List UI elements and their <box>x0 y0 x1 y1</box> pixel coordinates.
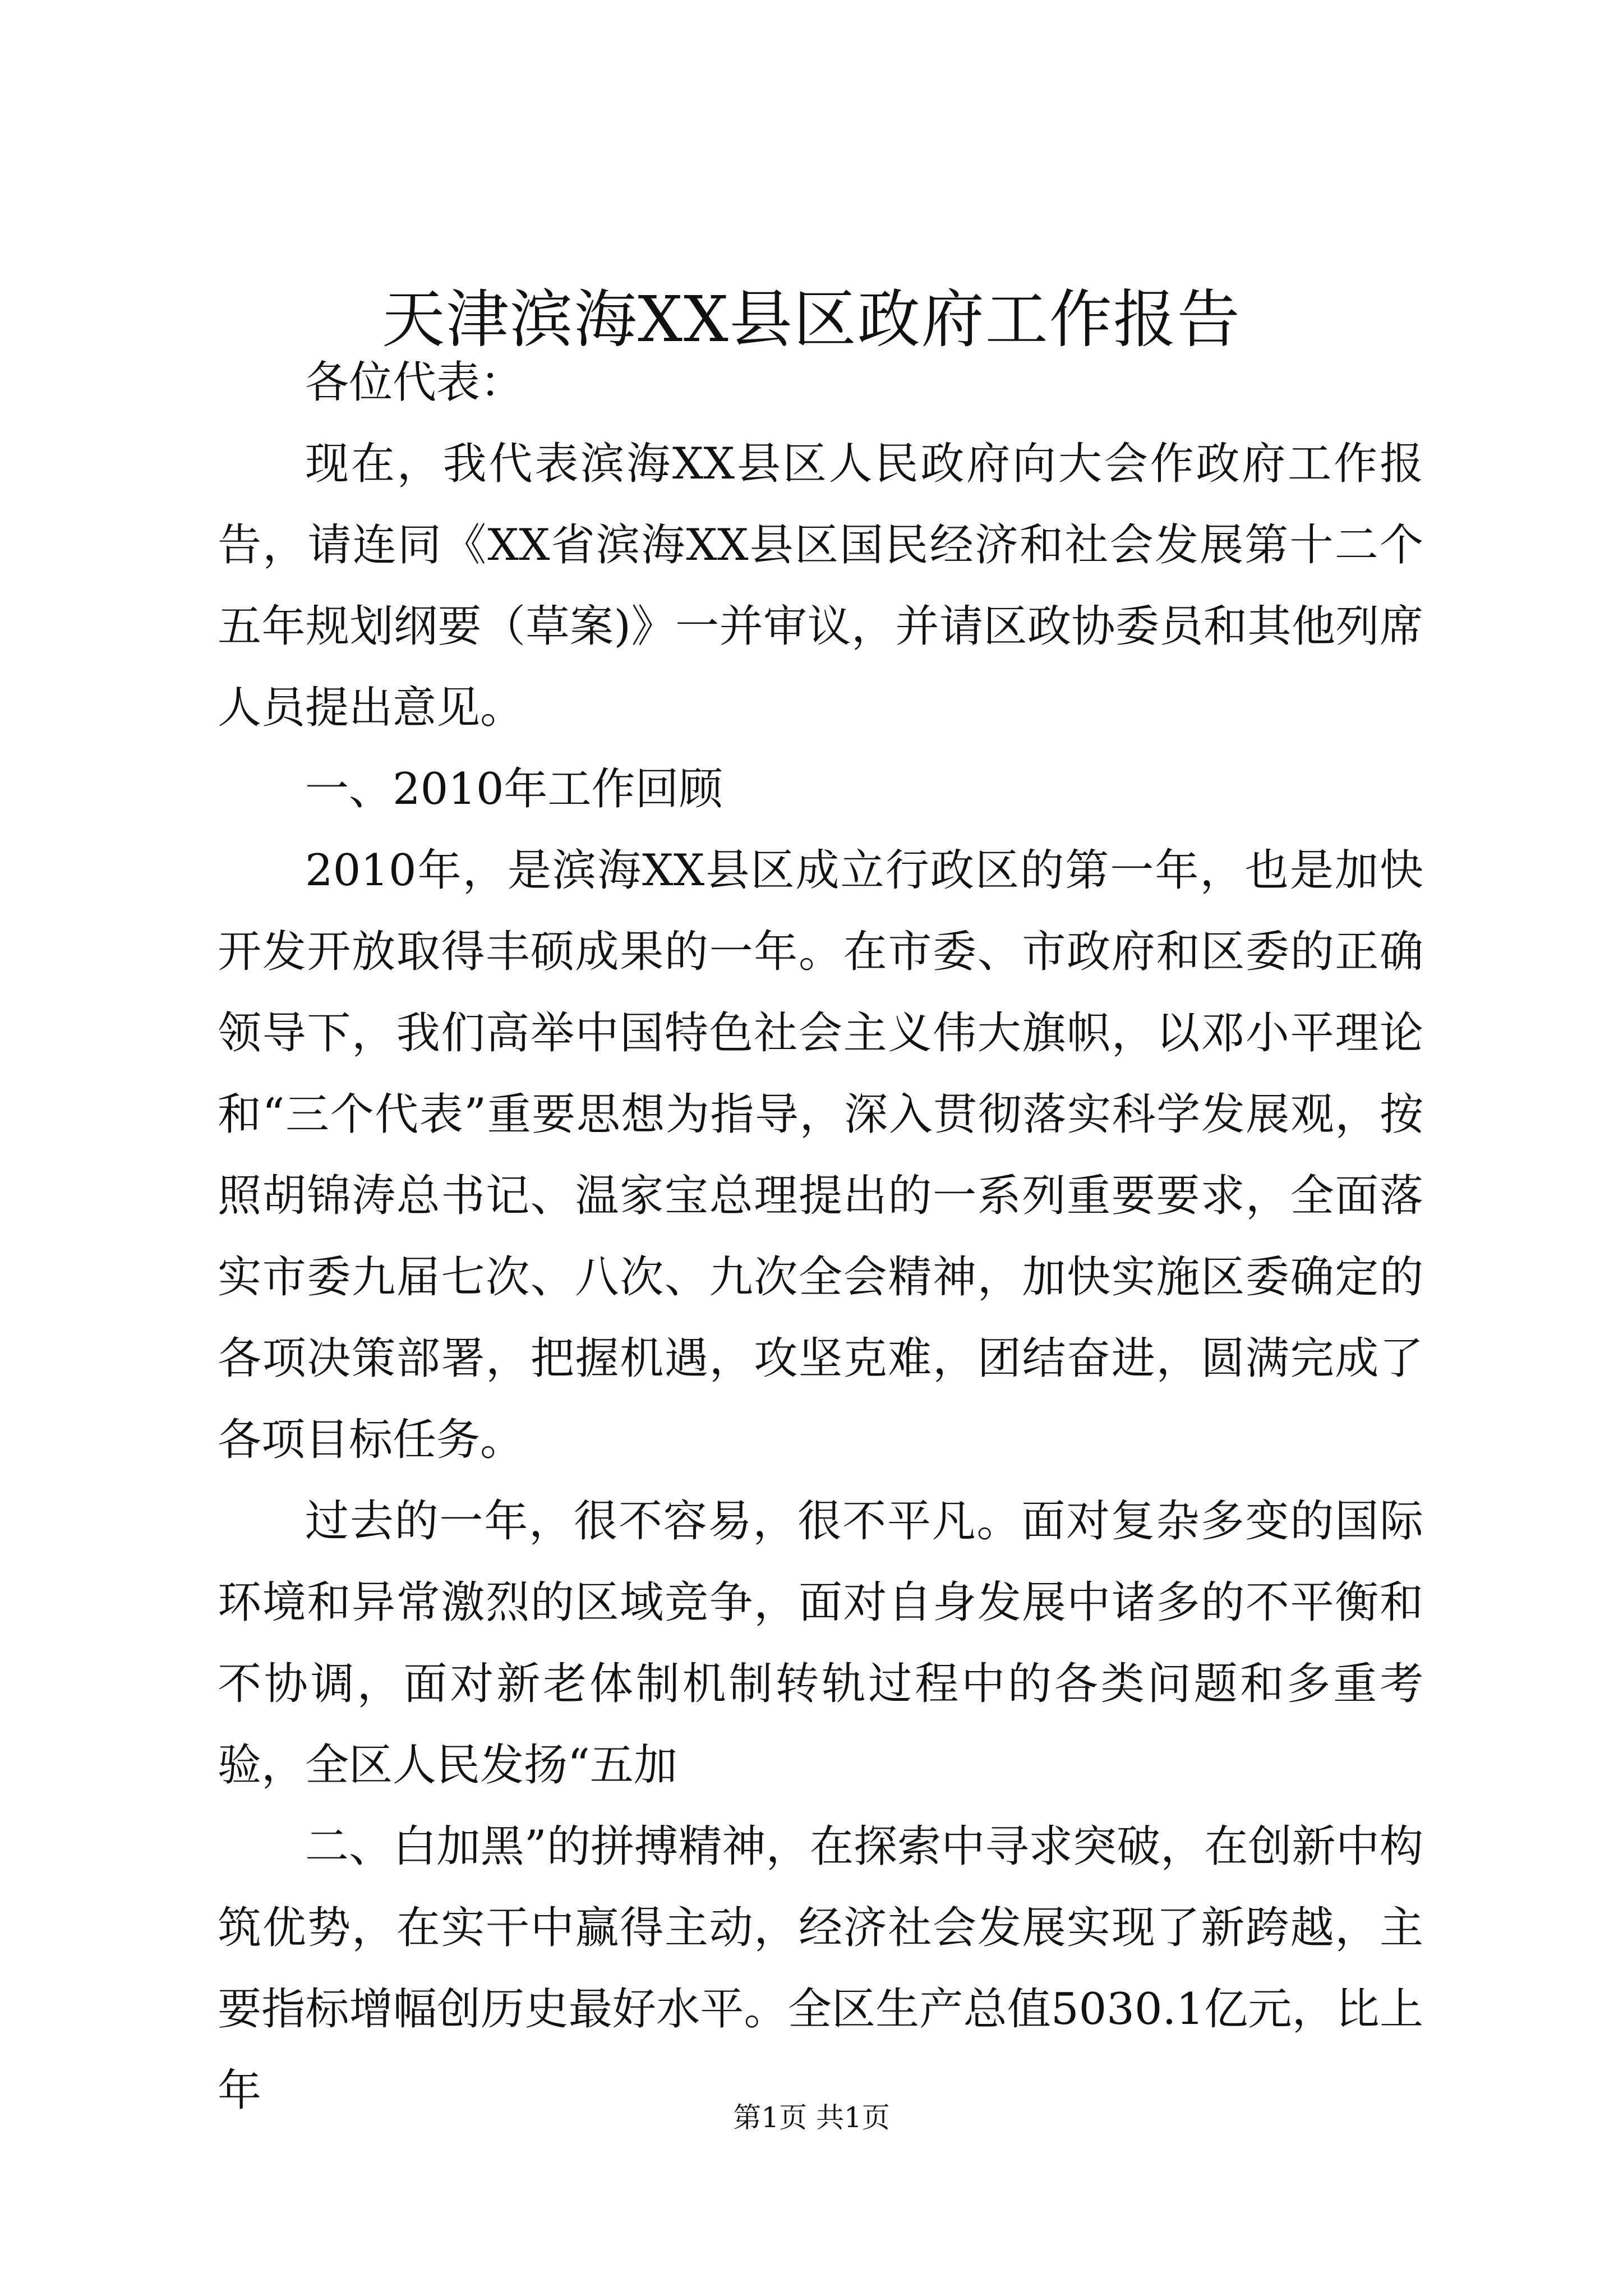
past-year-paragraph: 过去的一年，很不容易，很不平凡。面对复杂多变的国际环境和异常激烈的区域竞争，面对自身发展中诸多的不平衡和不协调，面对新老体制机制转轨过程中的各类问题和多重考验，全区人民发扬“五加 <box>218 1496 1423 1791</box>
review-paragraph: 2010年，是滨海XX县区成立行政区的第一年，也是加快开发开放取得丰硕成果的一年。在市委、市政府和区委的正确领导下，我们高举中国特色社会主义伟大旗帜，以邓小平理论和“三个代表”重要思想为指导，深入贯彻落实科学发展观，按照胡锦涛总书记、温家宝总理提出的一系列重要要求，全面落实市委九届七次、八次、九次全会精神，加快实施区委确定的各项决策部署，把握机遇，攻坚克难，团结奋进，圆满完成了各项目标任务。 <box>218 845 1423 1465</box>
achievements-paragraph: 二、白加黑”的拼搏精神，在探索中寻求突破，在创新中构筑优势，在实干中赢得主动，经济社会发展实现了新跨越，主要指标增幅创历史最好水平。全区生产总值5030.1亿元，比上年 <box>218 1821 1423 2116</box>
page-footer <box>0 2098 1623 2137</box>
salutation-paragraph: 各位代表： <box>305 357 524 408</box>
section-heading: 一、2010年工作回顾 <box>305 764 723 815</box>
document-title: 天津滨海XX县区政府工作报告 <box>382 283 1241 356</box>
page-number-label: 第1页 共1页 <box>733 2101 890 2134</box>
intro-paragraph: 现在，我代表滨海XX县区人民政府向大会作政府工作报告，请连同《XX省滨海XX县区国民经济和社会发展第十二个五年规划纲要（草案)》一并审议，并请区政协委员和其他列席人员提出意见。 <box>218 439 1423 733</box>
document-body <box>218 342 1423 2132</box>
